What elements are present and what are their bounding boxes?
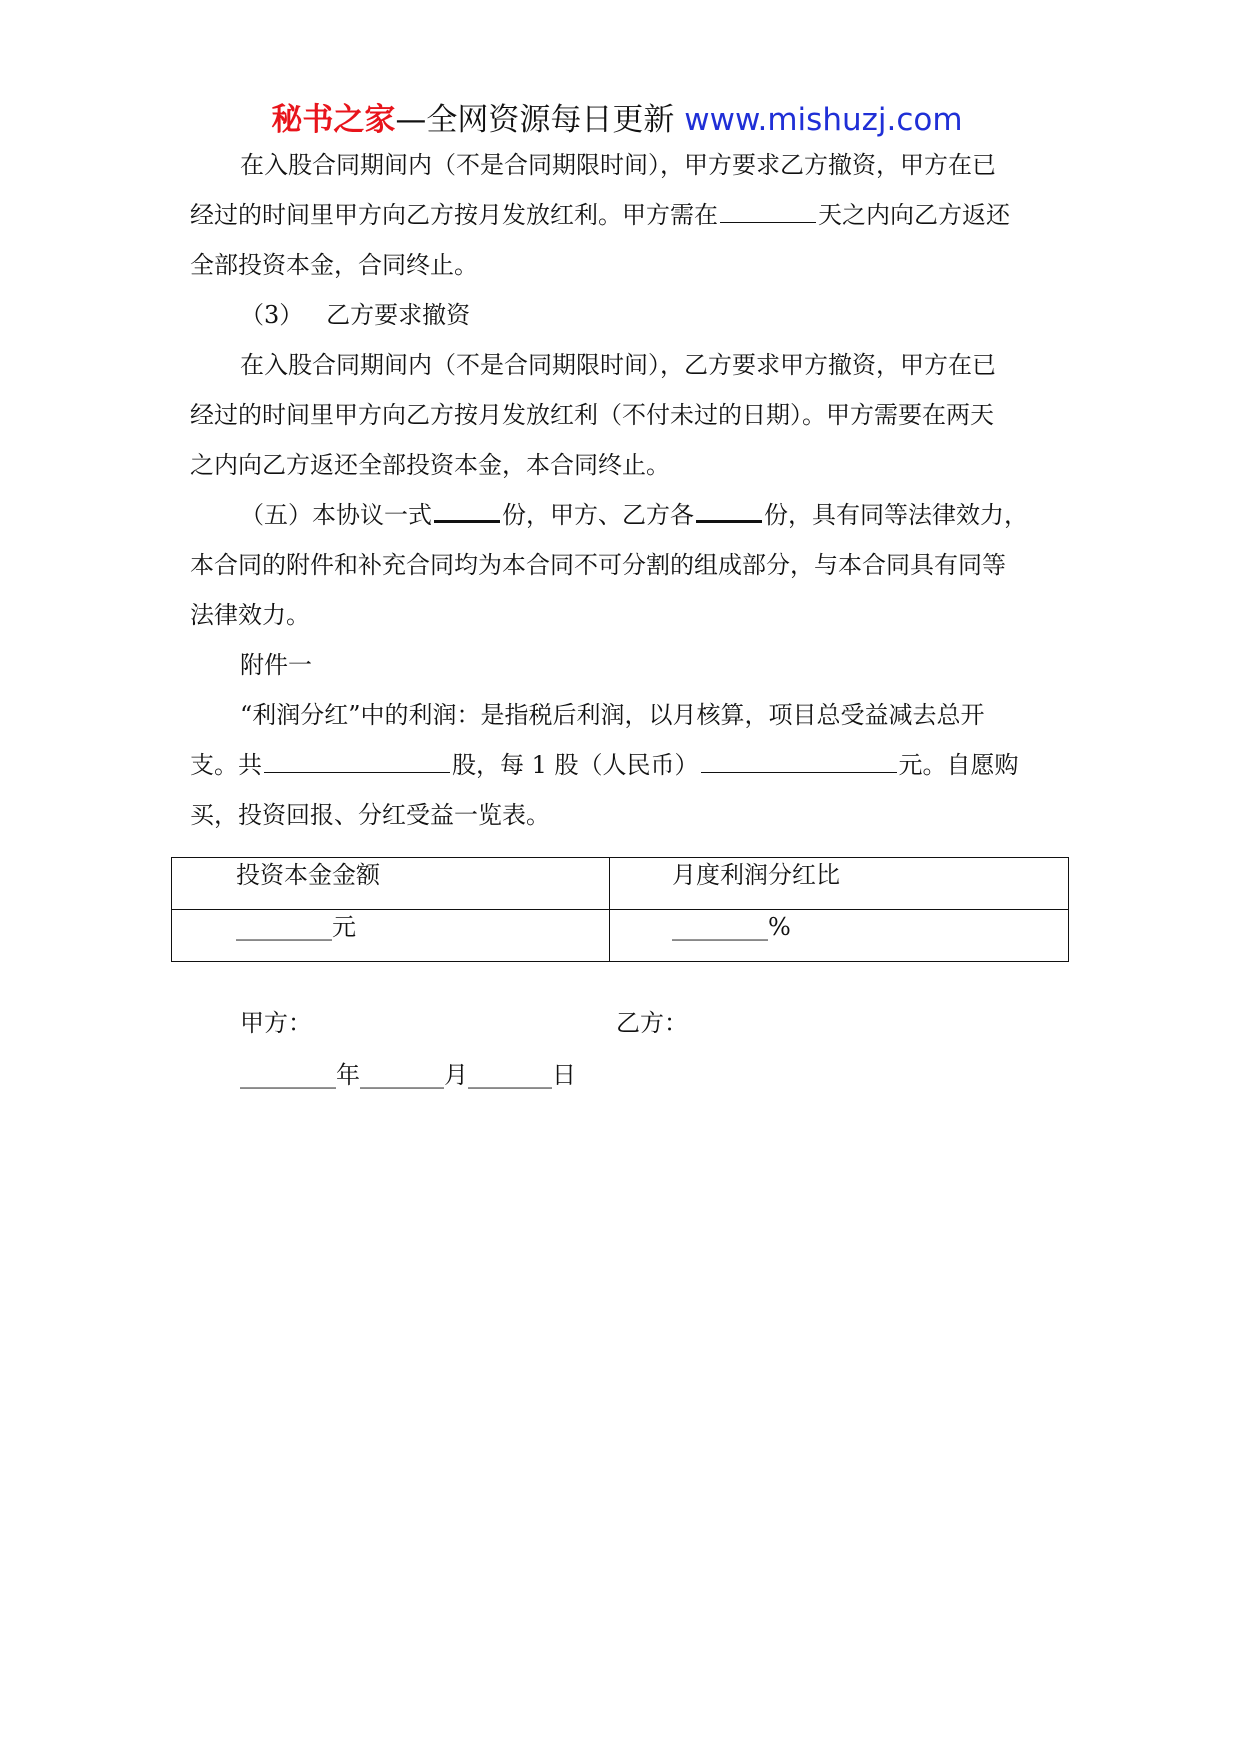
- paragraph-line: 本合同的附件和补充合同均为本合同不可分割的组成部分，与本合同具有同等: [190, 551, 1006, 579]
- item-number: （3）: [240, 301, 304, 329]
- header-investment-amount: 投资本金金额: [236, 861, 380, 889]
- paragraph-line: 之内向乙方返还全部投资本金，本合同终止。: [190, 451, 670, 479]
- paragraph-line: [240, 490, 1120, 540]
- table-row: [172, 910, 1069, 962]
- amount-blank: ________元: [236, 913, 356, 941]
- paragraph-line: 法律效力。: [190, 601, 310, 629]
- text-segment: 天之内向乙方返还: [818, 201, 1010, 229]
- paragraph-line: 在入股合同期间内（不是合同期限时间），甲方要求乙方撤资，甲方在已: [240, 151, 996, 179]
- blank-days: [720, 198, 816, 223]
- site-header: [0, 100, 1234, 140]
- returns-table: [171, 857, 1069, 962]
- blank-copies-each: [696, 496, 762, 523]
- text-segment: 经过的时间里甲方向乙方按月发放红利。甲方需在: [190, 201, 718, 229]
- text-segment: （五）本协议一式: [240, 501, 432, 529]
- text-segment: 股，每 1 股（人民币）: [452, 751, 699, 779]
- paragraph-line: [190, 190, 1070, 240]
- blank-copies: [434, 496, 500, 523]
- paragraph-line: 在入股合同期间内（不是合同期限时间），乙方要求甲方撤资，甲方在已: [240, 351, 996, 379]
- section-heading: [240, 290, 1120, 340]
- date-line: ________年_______月_______日: [240, 1061, 576, 1089]
- table-cell: [610, 910, 1069, 962]
- table-cell: [172, 910, 610, 962]
- paragraph-line: 全部投资本金，合同终止。: [190, 251, 478, 279]
- table-header-cell: [172, 858, 610, 910]
- site-slogan: —全网资源每日更新: [395, 102, 675, 138]
- table-header-row: [172, 858, 1069, 910]
- party-a-label: 甲方：: [240, 1009, 312, 1037]
- item-title: 乙方要求撤资: [326, 301, 471, 329]
- text-segment: 元。自愿购: [898, 751, 1019, 779]
- text-segment: 支。共: [190, 751, 262, 779]
- party-b-label: 乙方：: [616, 1009, 688, 1037]
- ratio-blank: ________%: [672, 913, 791, 941]
- annex-title: 附件一: [240, 651, 312, 679]
- text-segment: 份，甲方、乙方各: [502, 501, 694, 529]
- paragraph-line: “利润分红”中的利润：是指税后利润，以月核算，项目总受益减去总开: [240, 701, 985, 729]
- header-monthly-ratio: 月度利润分红比: [672, 861, 840, 889]
- text-segment: 份，具有同等法律效力，: [764, 501, 1028, 529]
- site-url-link[interactable]: www.mishuzj.com: [684, 102, 963, 138]
- site-brand: 秘书之家: [271, 102, 396, 138]
- blank-shares: [264, 748, 450, 773]
- paragraph-line: 买，投资回报、分红受益一览表。: [190, 801, 550, 829]
- blank-share-price: [701, 748, 897, 773]
- paragraph-line: 经过的时间里甲方向乙方按月发放红利（不付未过的日期）。甲方需要在两天: [190, 401, 994, 429]
- table-header-cell: [610, 858, 1069, 910]
- paragraph-line: [190, 740, 1070, 790]
